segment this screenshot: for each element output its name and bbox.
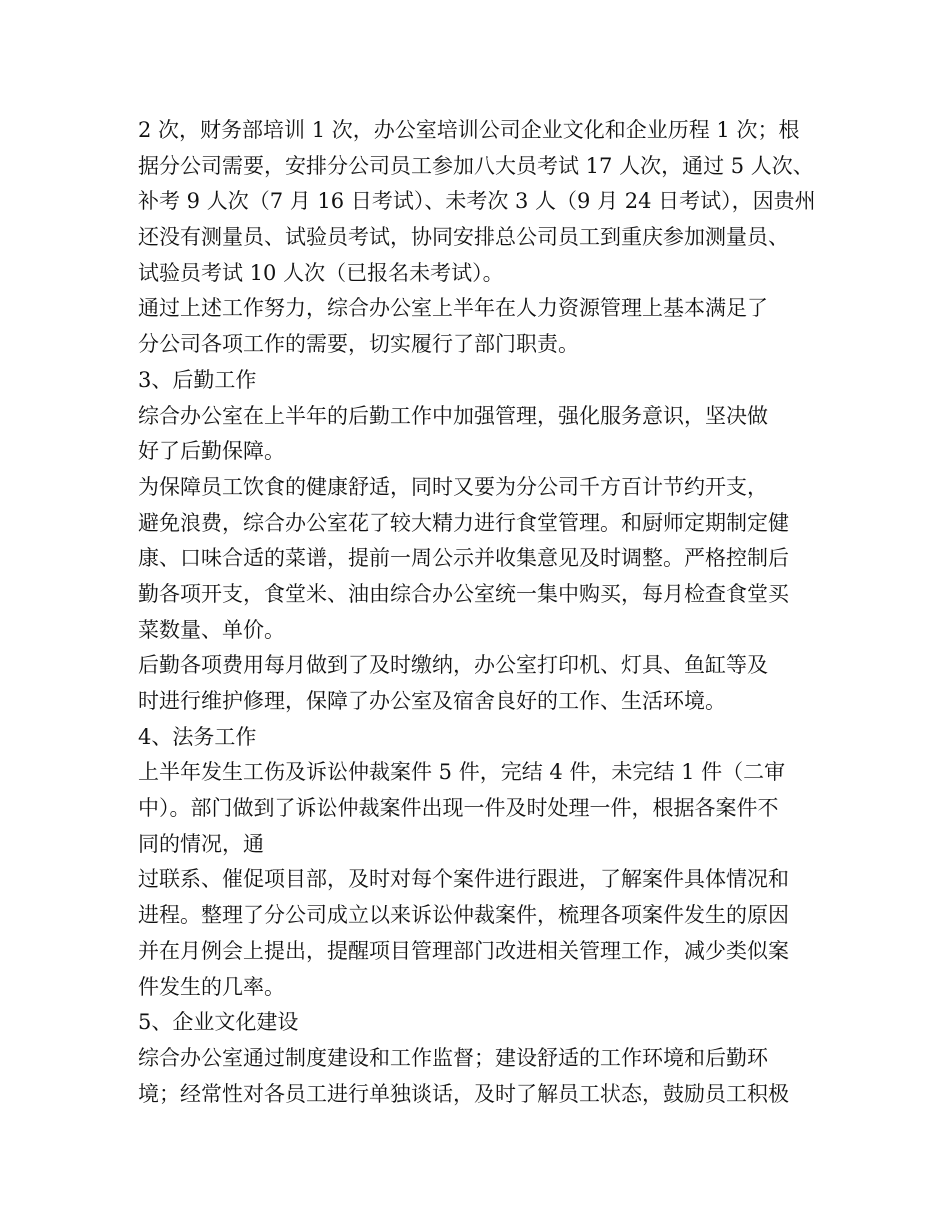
text-line: 试验员考试 10 人次（已报名未考试）。 <box>138 260 504 285</box>
section-heading: 4、法务工作 <box>138 724 257 749</box>
text-line: 综合办公室通过制度建设和工作监督；建设舒适的工作环境和后勤环 <box>138 1045 768 1070</box>
text-line: 康、口味合适的菜谱，提前一周公示并收集意见及时调整。严格控制后 <box>138 546 789 571</box>
text-line: 为保障员工饮食的健康舒适，同时又要为分公司千方百计节约开支， <box>138 474 768 499</box>
text-line: 好了后勤保障。 <box>138 439 285 464</box>
text-line: 上半年发生工伤及诉讼仲裁案件 5 件，完结 4 件，未完结 1 件（二审 <box>138 760 786 785</box>
text-line: 综合办公室在上半年的后勤工作中加强管理，强化服务意识，坚决做 <box>138 403 768 428</box>
text-line: 过联系、催促项目部，及时对每个案件进行跟进，了解案件具体情况和 <box>138 867 789 892</box>
text-line: 菜数量、单价。 <box>138 617 285 642</box>
section-heading: 5、企业文化建设 <box>138 1010 299 1035</box>
text-line: 还没有测量员、试验员考试，协同安排总公司员工到重庆参加测量员、 <box>138 225 789 250</box>
text-line: 避免浪费，综合办公室花了较大精力进行食堂管理。和厨师定期制定健 <box>138 510 789 535</box>
text-line: 时进行维护修理，保障了办公室及宿舍良好的工作、生活环境。 <box>138 689 726 713</box>
text-line: 境；经常性对各员工进行单独谈话，及时了解员工状态，鼓励员工积极 <box>138 1081 789 1106</box>
text-line: 件发生的几率。 <box>138 974 285 999</box>
text-line: 并在月例会上提出，提醒项目管理部门改进相关管理工作，减少类似案 <box>138 938 789 963</box>
text-line: 通过上述工作努力，综合办公室上半年在人力资源管理上基本满足了 <box>138 296 768 321</box>
text-line: 勤各项开支，食堂米、油由综合办公室统一集中购买，每月检查食堂买 <box>138 581 789 606</box>
document-body <box>138 113 818 1112</box>
text-line: 进程。整理了分公司成立以来诉讼仲裁案件，梳理各项案件发生的原因 <box>138 903 789 928</box>
text-line: 2 次，财务部培训 1 次，办公室培训公司企业文化和企业历程 1 次；根 <box>138 118 800 142</box>
text-line: 分公司各项工作的需要，切实履行了部门职责。 <box>138 332 579 357</box>
text-line: 中）。部门做到了诉讼仲裁案件出现一件及时处理一件，根据各案件不 <box>138 796 779 821</box>
text-line: 同的情况，通 <box>138 831 264 856</box>
text-line: 补考 9 人次（7 月 16 日考试）、未考次 3 人（9 月 24 日考试），因贵州 <box>138 189 816 214</box>
section-heading: 3、后勤工作 <box>138 367 257 392</box>
text-line: 据分公司需要，安排分公司员工参加八大员考试 17 人次，通过 5 人次、 <box>138 153 814 178</box>
text-line: 后勤各项费用每月做到了及时缴纳，办公室打印机、灯具、鱼缸等及 <box>138 653 768 678</box>
